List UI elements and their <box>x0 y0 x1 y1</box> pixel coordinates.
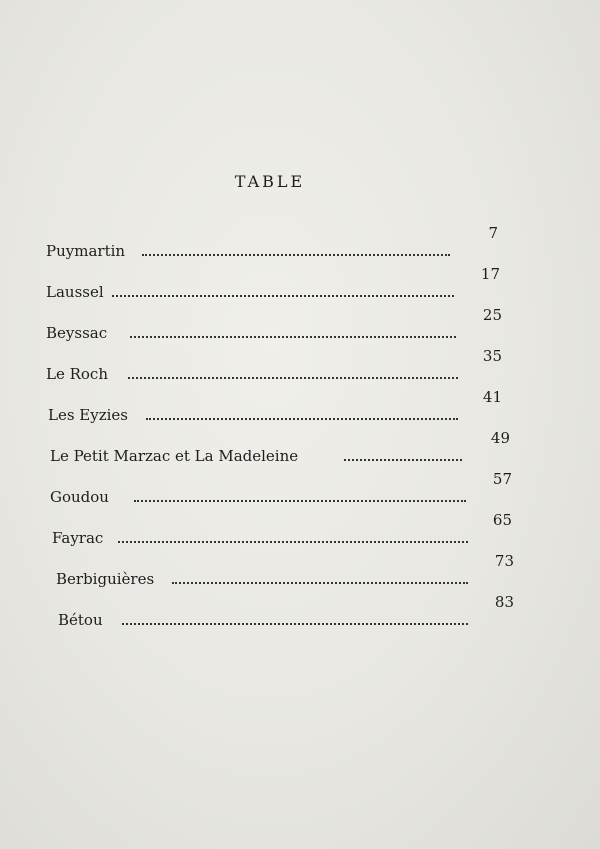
toc-entry-page: 83 <box>494 593 514 611</box>
toc-entry-label: Les Eyzies <box>48 406 129 424</box>
toc-entry-label: Bétou <box>58 611 103 629</box>
toc-entry <box>46 265 500 301</box>
toc-entry-page: 41 <box>482 388 502 406</box>
dot-leader <box>112 295 454 297</box>
dot-leader <box>134 500 466 502</box>
dot-leader <box>146 418 458 420</box>
toc-entry-label: Berbiguières <box>56 570 155 588</box>
toc-entry-label: Laussel <box>46 283 104 301</box>
dot-leader <box>344 459 462 461</box>
toc-entry-page: 49 <box>490 429 510 447</box>
dot-leader <box>118 541 468 543</box>
toc-entry-page: 35 <box>482 347 502 365</box>
toc-entry <box>48 388 502 424</box>
toc-entry-page: 25 <box>482 306 502 324</box>
page-title: TABLE <box>234 172 306 191</box>
dot-leader <box>122 623 468 625</box>
toc-entry <box>50 470 512 506</box>
toc-entry-page: 73 <box>494 552 514 570</box>
toc-entry-label: Fayrac <box>52 529 104 547</box>
dot-leader <box>128 377 458 379</box>
toc-entry <box>46 224 498 260</box>
toc-entry <box>46 347 502 383</box>
toc-entry-label: Goudou <box>50 488 109 506</box>
toc-entry-page: 7 <box>488 224 498 242</box>
toc-entry-label: Le Petit Marzac et La Madeleine <box>50 447 299 465</box>
dot-leader <box>130 336 456 338</box>
dot-leader <box>172 582 468 584</box>
toc-entry <box>46 306 502 342</box>
toc-entry-label: Beyssac <box>46 324 108 342</box>
toc-entry-page: 65 <box>492 511 512 529</box>
toc-entry <box>52 511 512 547</box>
toc-entry-page: 17 <box>480 265 500 283</box>
toc-entry <box>58 593 514 629</box>
toc-entry-label: Puymartin <box>46 242 126 260</box>
toc-entry <box>56 552 514 588</box>
toc-entry-page: 57 <box>492 470 512 488</box>
toc-entry-label: Le Roch <box>46 365 108 383</box>
toc-entry <box>50 429 510 465</box>
dot-leader <box>142 254 450 256</box>
